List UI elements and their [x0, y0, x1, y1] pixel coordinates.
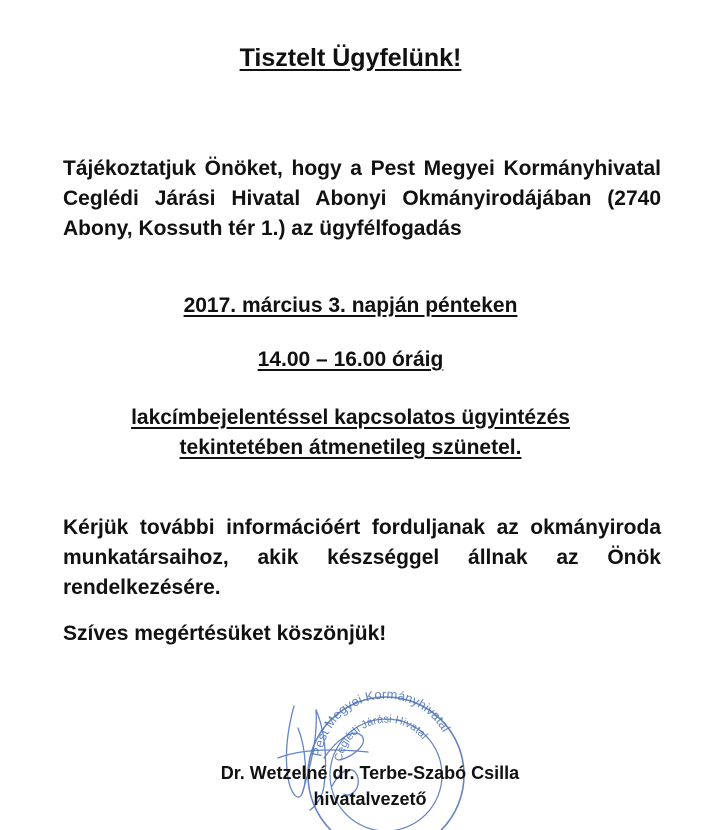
notice-heading: Tisztelt Ügyfelünk!: [239, 44, 462, 72]
closure-time: 14.00 – 16.00 óráig: [257, 348, 444, 371]
closure-date: 2017. március 3. napján pénteken: [183, 294, 518, 317]
signer-title: hivatalvezető: [313, 789, 427, 809]
intro-paragraph: Tájékoztatjuk Önöket, hogy a Pest Megyei Kormányhivatal Ceglédi Járási Hivatal Abonyi Okmányirodájában (2740 Abony, Kossuth tér 1.) az ügyfélfogadás: [63, 157, 661, 240]
closure-subject-line-1: lakcímbejelentéssel kapcsolatos ügyintézés: [131, 406, 570, 429]
svg-text:Ceglédi Járási Hivatal: Ceglédi Járási Hivatal: [332, 713, 430, 763]
svg-text:Pest Megyei Kormányhivatal: Pest Megyei Kormányhivatal: [309, 686, 454, 758]
closing-paragraph: Kérjük további információért forduljanak az okmányiroda munkatársaihoz, akik készséggel állnak az Önök rendelkezésére.: [63, 516, 661, 599]
signer-name: Dr. Wetzelné dr. Terbe-Szabó Csilla: [220, 763, 520, 783]
thanks-line: Szíves megértésüket köszönjük!: [63, 622, 387, 645]
closure-subject-line-2: tekintetében átmenetileg szünetel.: [179, 436, 522, 459]
closure-subject: [0, 403, 701, 463]
signer-block: [160, 760, 580, 812]
